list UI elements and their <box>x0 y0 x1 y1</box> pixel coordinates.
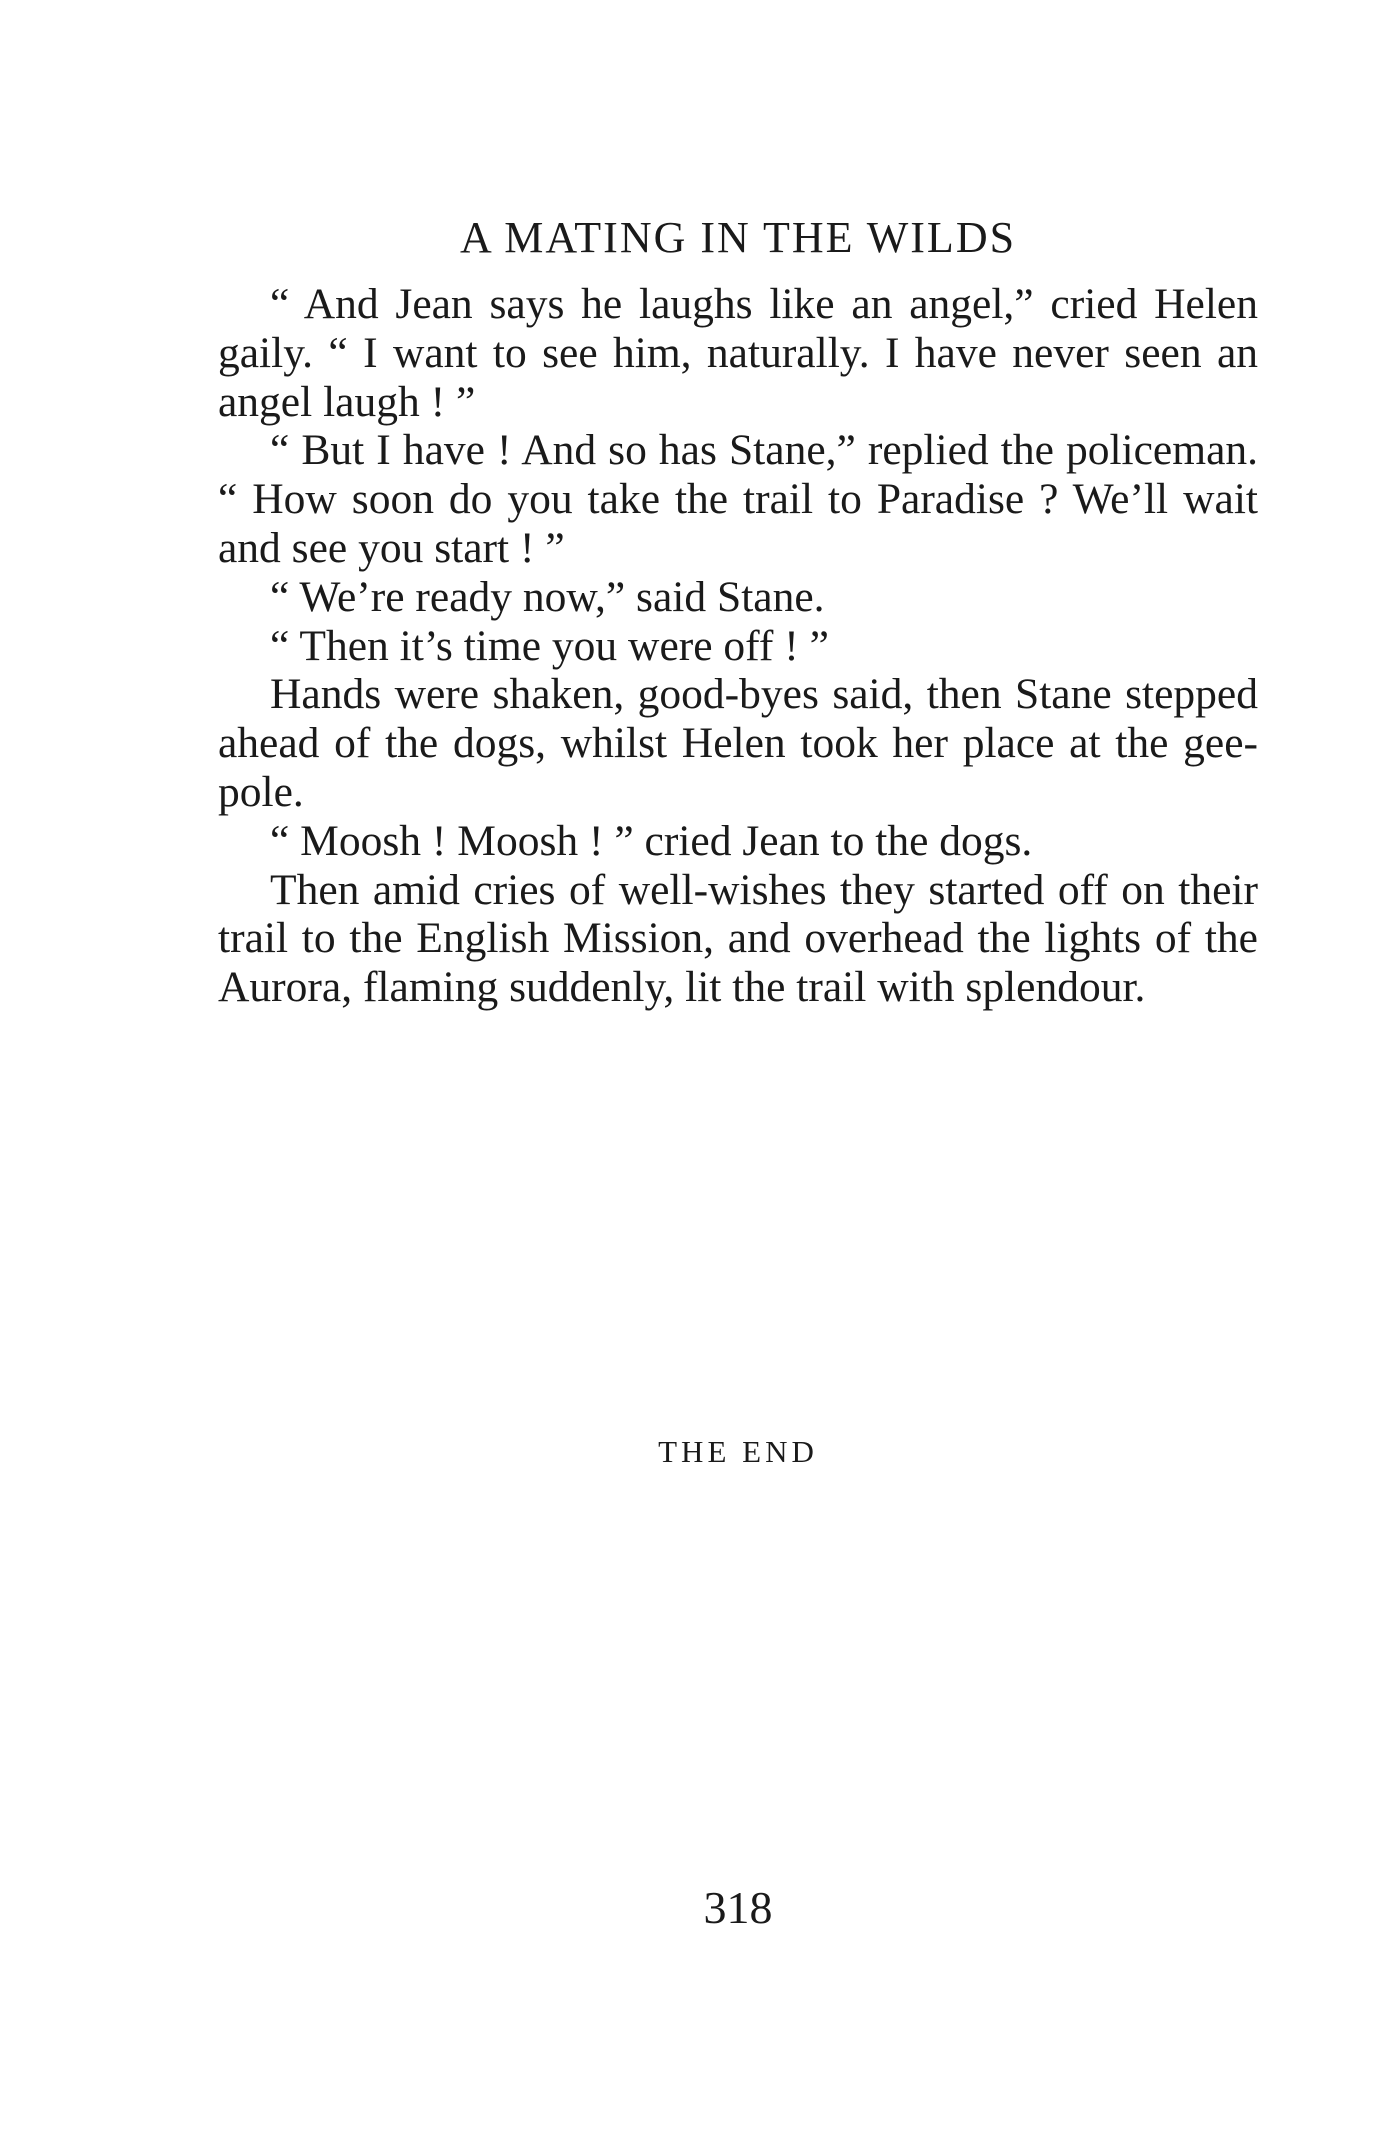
paragraph-7: Then amid cries of well-wishes they started off on their trail to the English Mission, and overhead the lights of the Aurora, flaming suddenly, lit the trail with splendour. <box>218 865 1258 1012</box>
end-mark: THE END <box>658 1434 818 1469</box>
paragraph-1: “ And Jean says he laughs like an angel,” cried Helen gaily. “ I want to see him, naturally. I have never seen an angel laugh ! ” <box>218 280 1258 426</box>
paragraph-4: “ Then it’s time you were off ! ” <box>270 621 829 670</box>
body-text <box>218 280 1258 1012</box>
paragraph-2: “ But I have ! And so has Stane,” replied the policeman. “ How soon do you take the trail to Paradise ? We’ll wait and see you start ! ” <box>218 426 1258 572</box>
paragraph-6: “ Moosh ! Moosh ! ” cried Jean to the dogs. <box>270 816 1033 865</box>
paragraph-5: Hands were shaken, good-byes said, then Stane stepped ahead of the dogs, whilst Helen took her place at the gee-pole. <box>218 670 1258 816</box>
page-number: 318 <box>703 1882 773 1933</box>
paragraph-3: “ We’re ready now,” said Stane. <box>270 572 825 621</box>
running-head: A MATING IN THE WILDS <box>459 213 1017 262</box>
